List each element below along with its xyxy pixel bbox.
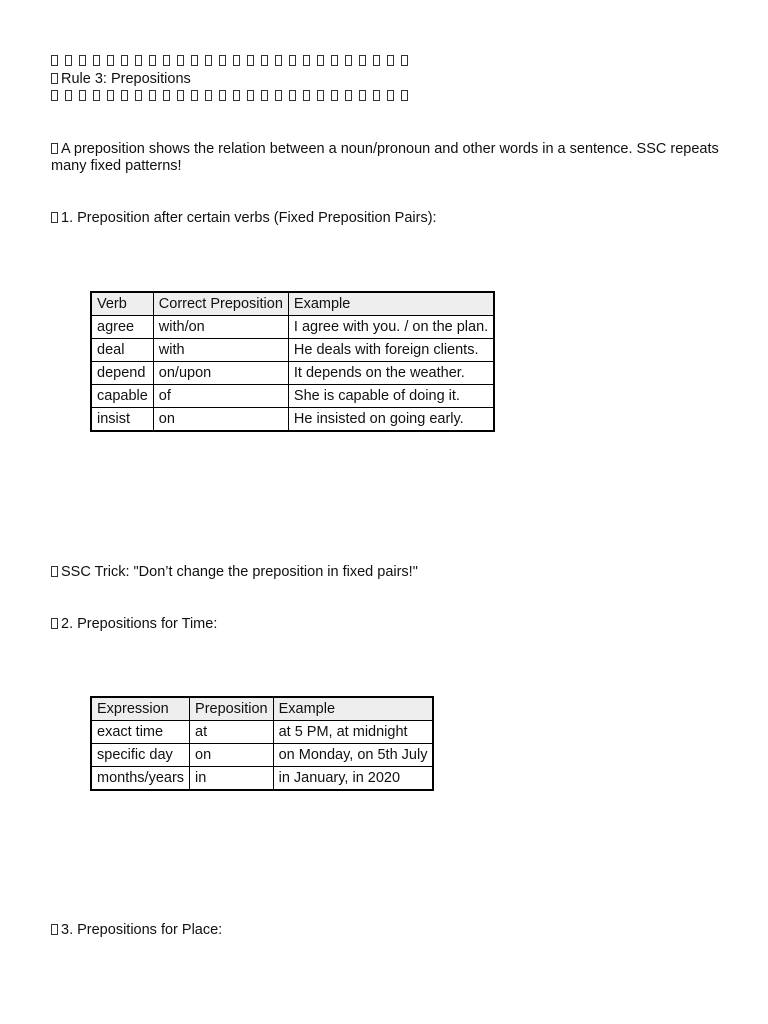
section3-heading [51, 922, 222, 938]
divider-glyph-icon [303, 55, 310, 66]
divider-glyph-icon [121, 90, 128, 101]
table-cell: specific day [91, 744, 190, 767]
divider-glyph-icon [205, 55, 212, 66]
divider-glyph-icon [401, 90, 408, 101]
emoji-placeholder-icon [51, 73, 58, 84]
table-cell: on [153, 408, 288, 432]
table-cell: She is capable of doing it. [288, 385, 494, 408]
table-cell: I agree with you. / on the plan. [288, 316, 494, 339]
divider-glyph-icon [163, 55, 170, 66]
divider-glyph-icon [289, 90, 296, 101]
divider-glyph-icon [107, 90, 114, 101]
divider-glyph-icon [149, 90, 156, 101]
divider-glyph-icon [317, 90, 324, 101]
divider-glyph-icon [261, 90, 268, 101]
emoji-placeholder-icon [51, 212, 58, 223]
table-cell: at 5 PM, at midnight [273, 721, 433, 744]
ssc-trick-tip [51, 564, 418, 580]
table-header-row [91, 697, 433, 721]
divider-glyph-icon [275, 55, 282, 66]
divider-glyph-icon [163, 90, 170, 101]
table-cell: depend [91, 362, 153, 385]
divider-glyph-icon [387, 55, 394, 66]
rule-title-text: Rule 3: Prepositions [61, 71, 191, 87]
table-row [91, 385, 494, 408]
divider-glyph-icon [149, 55, 156, 66]
divider-glyph-icon [219, 55, 226, 66]
divider-glyph-icon [401, 55, 408, 66]
divider-glyph-icon [107, 55, 114, 66]
table-row [91, 744, 433, 767]
section2-heading-text: 2. Prepositions for Time: [61, 616, 218, 632]
divider-glyph-icon [233, 55, 240, 66]
table-cell: of [153, 385, 288, 408]
divider-glyph-icon [121, 55, 128, 66]
divider-glyph-icon [373, 90, 380, 101]
divider-glyph-icon [345, 55, 352, 66]
divider-glyph-icon [65, 55, 72, 66]
table-cell: with [153, 339, 288, 362]
table-row [91, 339, 494, 362]
divider-glyph-icon [331, 90, 338, 101]
divider-glyph-icon [79, 55, 86, 66]
table-cell: deal [91, 339, 153, 362]
divider-glyph-icon [289, 55, 296, 66]
intro-paragraph [51, 141, 721, 175]
divider-glyph-icon [373, 55, 380, 66]
rule-title [51, 71, 191, 87]
table-cell: capable [91, 385, 153, 408]
divider-glyph-icon [177, 90, 184, 101]
divider-glyph-icon [275, 90, 282, 101]
emoji-placeholder-icon [51, 618, 58, 629]
table-cell: months/years [91, 767, 190, 791]
divider-glyph-icon [331, 55, 338, 66]
table-row [91, 362, 494, 385]
divider-glyph-icon [51, 90, 58, 101]
table-cell: in January, in 2020 [273, 767, 433, 791]
table-cell: in [190, 767, 274, 791]
divider-glyph-icon [191, 90, 198, 101]
section1-heading-text: 1. Preposition after certain verbs (Fixed Preposition Pairs): [61, 210, 437, 226]
divider-glyph-icon [135, 90, 142, 101]
divider-glyph-icon [261, 55, 268, 66]
table-header-row [91, 292, 494, 316]
divider-glyph-icon [65, 90, 72, 101]
divider-glyph-icon [303, 90, 310, 101]
section1-heading [51, 210, 437, 226]
table-row [91, 408, 494, 432]
divider-glyph-icon [177, 55, 184, 66]
table-cell: He insisted on going early. [288, 408, 494, 432]
divider-glyph-icon [191, 55, 198, 66]
divider-glyph-icon [247, 90, 254, 101]
table-cell: with/on [153, 316, 288, 339]
divider-glyph-icon [93, 90, 100, 101]
divider-glyph-icon [93, 55, 100, 66]
table-header-cell: Correct Preposition [153, 292, 288, 316]
table-cell: insist [91, 408, 153, 432]
divider-glyph-icon [79, 90, 86, 101]
table-cell: on [190, 744, 274, 767]
table-cell: on/upon [153, 362, 288, 385]
divider-glyph-icon [359, 55, 366, 66]
table-header-cell: Preposition [190, 697, 274, 721]
intro-text: A preposition shows the relation between a noun/pronoun and other words in a sentence. SSC repeats many fixed patterns! [51, 141, 719, 174]
emoji-placeholder-icon [51, 566, 58, 577]
emoji-placeholder-icon [51, 924, 58, 935]
emoji-placeholder-icon [51, 143, 58, 154]
ssc-trick-text: SSC Trick: "Don’t change the preposition in fixed pairs!" [61, 564, 418, 580]
divider-glyph-icon [135, 55, 142, 66]
divider-glyph-icon [247, 55, 254, 66]
table-header-cell: Example [288, 292, 494, 316]
section3-heading-text: 3. Prepositions for Place: [61, 922, 223, 938]
divider-glyph-icon [359, 90, 366, 101]
table-header-cell: Verb [91, 292, 153, 316]
bottom-divider [51, 89, 415, 103]
divider-glyph-icon [219, 90, 226, 101]
divider-glyph-icon [317, 55, 324, 66]
table-row [91, 767, 433, 791]
table-cell: agree [91, 316, 153, 339]
divider-glyph-icon [205, 90, 212, 101]
table-cell: on Monday, on 5th July [273, 744, 433, 767]
table-cell: at [190, 721, 274, 744]
section2-heading [51, 616, 217, 632]
divider-glyph-icon [51, 55, 58, 66]
divider-glyph-icon [387, 90, 394, 101]
table-header-cell: Example [273, 697, 433, 721]
verb-preposition-table [90, 291, 495, 432]
divider-glyph-icon [233, 90, 240, 101]
table-cell: It depends on the weather. [288, 362, 494, 385]
table-cell: exact time [91, 721, 190, 744]
top-divider [51, 54, 415, 68]
time-preposition-table [90, 696, 434, 791]
divider-glyph-icon [345, 90, 352, 101]
table-header-cell: Expression [91, 697, 190, 721]
table-row [91, 721, 433, 744]
table-row [91, 316, 494, 339]
table-cell: He deals with foreign clients. [288, 339, 494, 362]
